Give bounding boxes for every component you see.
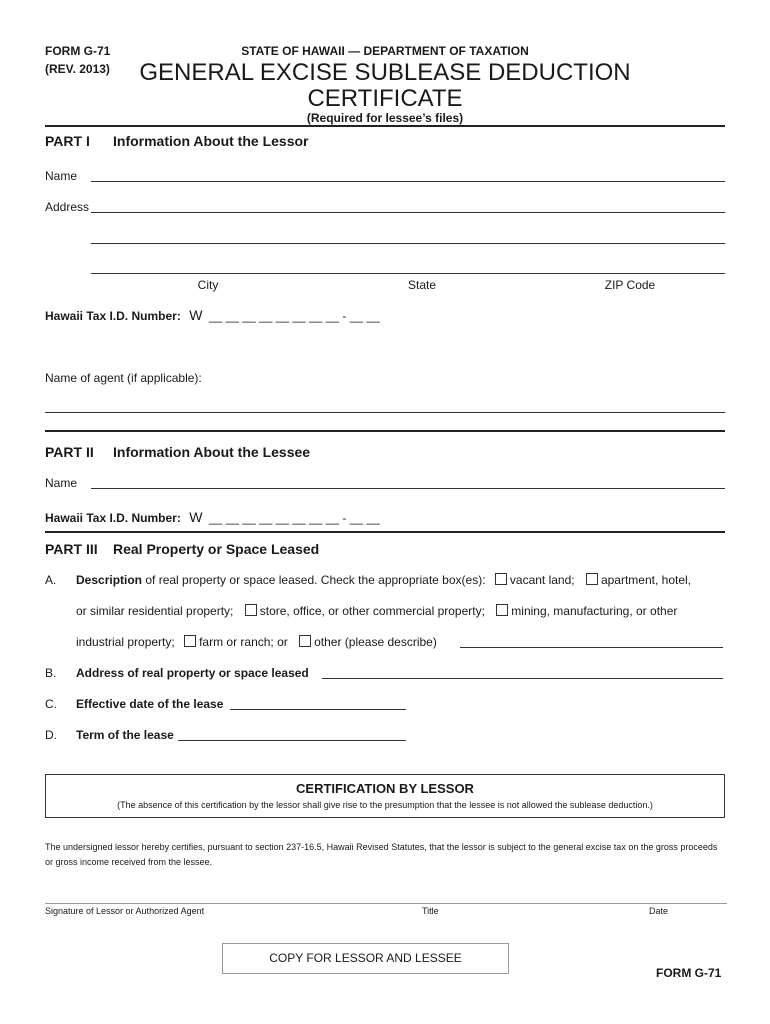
- signature-line[interactable]: [45, 903, 727, 904]
- farm-checkbox[interactable]: [184, 635, 196, 647]
- copy-label: COPY FOR LESSOR AND LESSEE: [269, 951, 462, 965]
- part1-label: PART I: [45, 133, 90, 149]
- lessor-tax-id[interactable]: [45, 307, 380, 325]
- title-label: Title: [422, 906, 439, 916]
- part1-title: Information About the Lessor: [113, 133, 309, 149]
- lessee-name-field[interactable]: [91, 488, 725, 489]
- part2-title: Information About the Lessee: [113, 444, 311, 460]
- signature-label: Signature of Lessor or Authorized Agent: [45, 906, 205, 916]
- form-title-line2: CERTIFICATE: [307, 85, 463, 112]
- part3-title: Real Property or Space Leased: [113, 541, 320, 557]
- item-b-label: Address of real property or space leased: [76, 666, 309, 680]
- lessor-tax-id-prefix: W: [189, 307, 203, 323]
- farm-label: farm or ranch; or: [199, 635, 288, 649]
- store-office-label: store, office, or other commercial property;: [259, 604, 485, 618]
- item-c-label: Effective date of the lease: [76, 697, 224, 711]
- item-a-line2: [76, 604, 677, 618]
- lessor-tax-id-blanks: __ __ __ __ __ __ __ __ - __ __: [208, 309, 380, 323]
- apartment-label: apartment, hotel,: [600, 573, 692, 587]
- date-label: Date: [649, 906, 669, 916]
- part3-label: PART III: [45, 541, 98, 557]
- lessee-tax-id-blanks: __ __ __ __ __ __ __ __ - __ __: [208, 511, 380, 525]
- lessor-name-label: Name: [45, 169, 78, 183]
- form-revision: (REV. 2013): [45, 62, 110, 76]
- item-a-line1: [76, 573, 691, 587]
- mining-label: mining, manufacturing, or other: [511, 604, 678, 618]
- vacant-land-label: vacant land;: [509, 573, 575, 587]
- item-c-letter: C.: [45, 697, 57, 711]
- zip-caption: ZIP Code: [604, 278, 656, 292]
- part1-rule: [45, 430, 725, 432]
- certification-box: [45, 774, 725, 818]
- other-describe-field[interactable]: [460, 647, 723, 648]
- item-d-letter: D.: [45, 728, 57, 742]
- form-subtitle: (Required for lessee’s files): [306, 111, 464, 125]
- item-a-line3: [76, 635, 437, 649]
- form-id: FORM G-71: [45, 44, 111, 58]
- form-title-line1: GENERAL EXCISE SUBLEASE DEDUCTION: [139, 59, 631, 86]
- residential-text: or similar residential property;: [76, 604, 234, 618]
- lessor-name-field[interactable]: [91, 181, 725, 182]
- vacant-land-checkbox[interactable]: [495, 573, 507, 585]
- header-rule: [45, 125, 725, 127]
- item-a-text: of real property or space leased. Check the appropriate box(es):: [142, 573, 486, 587]
- other-label: other (please describe): [314, 635, 437, 649]
- lessee-name-label: Name: [45, 476, 78, 490]
- store-office-checkbox[interactable]: [245, 604, 257, 616]
- industrial-text: industrial property;: [76, 635, 175, 649]
- lessor-address-field-1[interactable]: [91, 212, 725, 213]
- lessee-tax-id[interactable]: [45, 509, 380, 527]
- certification-body: The undersigned lessor hereby certifies, pursuant to section 237-16.5, Hawaii Revised Statutes, that the lessor is subject to the general excise tax on the gross proceeds or gross income received from the lessee.: [45, 842, 718, 867]
- lessee-tax-id-label: Hawaii Tax I.D. Number:: [45, 511, 181, 525]
- footer-form-id: FORM G-71: [656, 966, 722, 980]
- effective-date-field[interactable]: [230, 709, 406, 710]
- lessor-tax-id-label: Hawaii Tax I.D. Number:: [45, 309, 181, 323]
- certification-note: (The absence of this certification by the lessor shall give rise to the presumption that the lessee is not allowed the sublease deduction.): [117, 800, 653, 810]
- agency-name: STATE OF HAWAII — DEPARTMENT OF TAXATION: [241, 44, 529, 58]
- item-a-letter: A.: [45, 573, 57, 587]
- lessor-address-field-3[interactable]: [91, 273, 725, 274]
- lessee-tax-id-prefix: W: [189, 509, 203, 525]
- city-caption: City: [197, 278, 219, 292]
- item-b-letter: B.: [45, 666, 57, 680]
- apartment-checkbox[interactable]: [586, 573, 598, 585]
- other-checkbox[interactable]: [299, 635, 311, 647]
- item-a-bold: Description: [76, 573, 143, 587]
- lessor-address-label: Address: [45, 200, 90, 214]
- part2-rule: [45, 531, 725, 533]
- agent-field[interactable]: [45, 412, 725, 413]
- copy-label-box: [222, 943, 509, 974]
- agent-label: Name of agent (if applicable):: [45, 371, 202, 385]
- state-caption: State: [407, 278, 437, 292]
- mining-checkbox[interactable]: [496, 604, 508, 616]
- lease-term-field[interactable]: [178, 740, 406, 741]
- property-address-field[interactable]: [322, 678, 723, 679]
- part2-label: PART II: [45, 444, 94, 460]
- lessor-address-field-2[interactable]: [91, 243, 725, 244]
- certification-title: CERTIFICATION BY LESSOR: [296, 781, 474, 796]
- item-d-label: Term of the lease: [76, 728, 174, 742]
